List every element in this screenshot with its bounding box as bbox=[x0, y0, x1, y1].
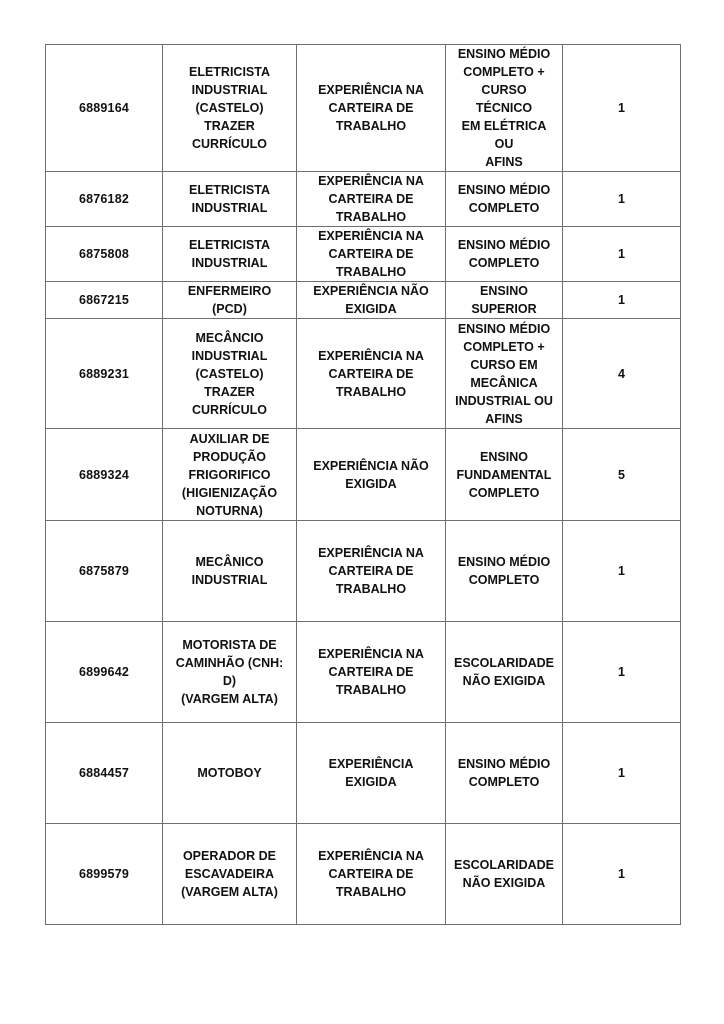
vacancies-cell: 5 bbox=[563, 429, 681, 521]
job-title-cell: ELETRICISTA INDUSTRIAL (CASTELO) TRAZER CURRÍCULO bbox=[163, 45, 297, 172]
experience-cell: EXPERIÊNCIA NÃO EXIGIDA bbox=[297, 429, 446, 521]
table-row bbox=[46, 45, 681, 172]
experience-cell: EXPERIÊNCIA NA CARTEIRA DE TRABALHO bbox=[297, 172, 446, 227]
experience-cell: EXPERIÊNCIA NA CARTEIRA DE TRABALHO bbox=[297, 319, 446, 429]
job-title-cell: MECÂNCIO INDUSTRIAL (CASTELO) TRAZER CURRÍCULO bbox=[163, 319, 297, 429]
job-code-cell: 6889324 bbox=[46, 429, 163, 521]
job-code-cell: 6876182 bbox=[46, 172, 163, 227]
experience-cell: EXPERIÊNCIA NA CARTEIRA DE TRABALHO bbox=[297, 622, 446, 723]
job-title-cell: MOTOBOY bbox=[163, 723, 297, 824]
table-row bbox=[46, 282, 681, 319]
job-title-cell: AUXILIAR DE PRODUÇÃO FRIGORIFICO (HIGIENIZAÇÃO NOTURNA) bbox=[163, 429, 297, 521]
table-row bbox=[46, 622, 681, 723]
job-title-cell: MECÂNICO INDUSTRIAL bbox=[163, 521, 297, 622]
job-title-cell: ELETRICISTA INDUSTRIAL bbox=[163, 227, 297, 282]
job-title-cell: OPERADOR DE ESCAVADEIRA (VARGEM ALTA) bbox=[163, 824, 297, 925]
job-code-cell: 6875808 bbox=[46, 227, 163, 282]
education-cell: ENSINO MÉDIO COMPLETO + CURSO EM MECÂNICA INDUSTRIAL OU AFINS bbox=[446, 319, 563, 429]
vacancies-cell: 1 bbox=[563, 622, 681, 723]
education-cell: ENSINO FUNDAMENTAL COMPLETO bbox=[446, 429, 563, 521]
table-row bbox=[46, 319, 681, 429]
vacancies-cell: 1 bbox=[563, 824, 681, 925]
education-cell: ENSINO MÉDIO COMPLETO bbox=[446, 227, 563, 282]
education-cell: ENSINO SUPERIOR bbox=[446, 282, 563, 319]
job-title-cell: ENFERMEIRO (PCD) bbox=[163, 282, 297, 319]
table-row bbox=[46, 227, 681, 282]
education-cell: ENSINO MÉDIO COMPLETO bbox=[446, 172, 563, 227]
table-row bbox=[46, 172, 681, 227]
job-code-cell: 6899579 bbox=[46, 824, 163, 925]
vacancies-cell: 1 bbox=[563, 282, 681, 319]
education-cell: ENSINO MÉDIO COMPLETO bbox=[446, 723, 563, 824]
vacancies-cell: 1 bbox=[563, 723, 681, 824]
vacancies-cell: 1 bbox=[563, 227, 681, 282]
table-row bbox=[46, 429, 681, 521]
job-code-cell: 6899642 bbox=[46, 622, 163, 723]
job-code-cell: 6889164 bbox=[46, 45, 163, 172]
vacancies-cell: 1 bbox=[563, 45, 681, 172]
vacancies-cell: 4 bbox=[563, 319, 681, 429]
experience-cell: EXPERIÊNCIA NA CARTEIRA DE TRABALHO bbox=[297, 824, 446, 925]
job-title-cell: MOTORISTA DE CAMINHÃO (CNH: D) (VARGEM ALTA) bbox=[163, 622, 297, 723]
experience-cell: EXPERIÊNCIA NA CARTEIRA DE TRABALHO bbox=[297, 45, 446, 172]
table-row bbox=[46, 723, 681, 824]
job-title-cell: ELETRICISTA INDUSTRIAL bbox=[163, 172, 297, 227]
education-cell: ESCOLARIDADE NÃO EXIGIDA bbox=[446, 622, 563, 723]
vacancies-cell: 1 bbox=[563, 172, 681, 227]
job-code-cell: 6867215 bbox=[46, 282, 163, 319]
job-code-cell: 6889231 bbox=[46, 319, 163, 429]
education-cell: ENSINO MÉDIO COMPLETO + CURSO TÉCNICO EM ELÉTRICA OU AFINS bbox=[446, 45, 563, 172]
experience-cell: EXPERIÊNCIA EXIGIDA bbox=[297, 723, 446, 824]
table-row bbox=[46, 824, 681, 925]
job-code-cell: 6884457 bbox=[46, 723, 163, 824]
vacancies-cell: 1 bbox=[563, 521, 681, 622]
table-row bbox=[46, 521, 681, 622]
experience-cell: EXPERIÊNCIA NÃO EXIGIDA bbox=[297, 282, 446, 319]
job-code-cell: 6875879 bbox=[46, 521, 163, 622]
experience-cell: EXPERIÊNCIA NA CARTEIRA DE TRABALHO bbox=[297, 521, 446, 622]
education-cell: ENSINO MÉDIO COMPLETO bbox=[446, 521, 563, 622]
education-cell: ESCOLARIDADE NÃO EXIGIDA bbox=[446, 824, 563, 925]
experience-cell: EXPERIÊNCIA NA CARTEIRA DE TRABALHO bbox=[297, 227, 446, 282]
job-vacancies-table bbox=[45, 44, 681, 925]
